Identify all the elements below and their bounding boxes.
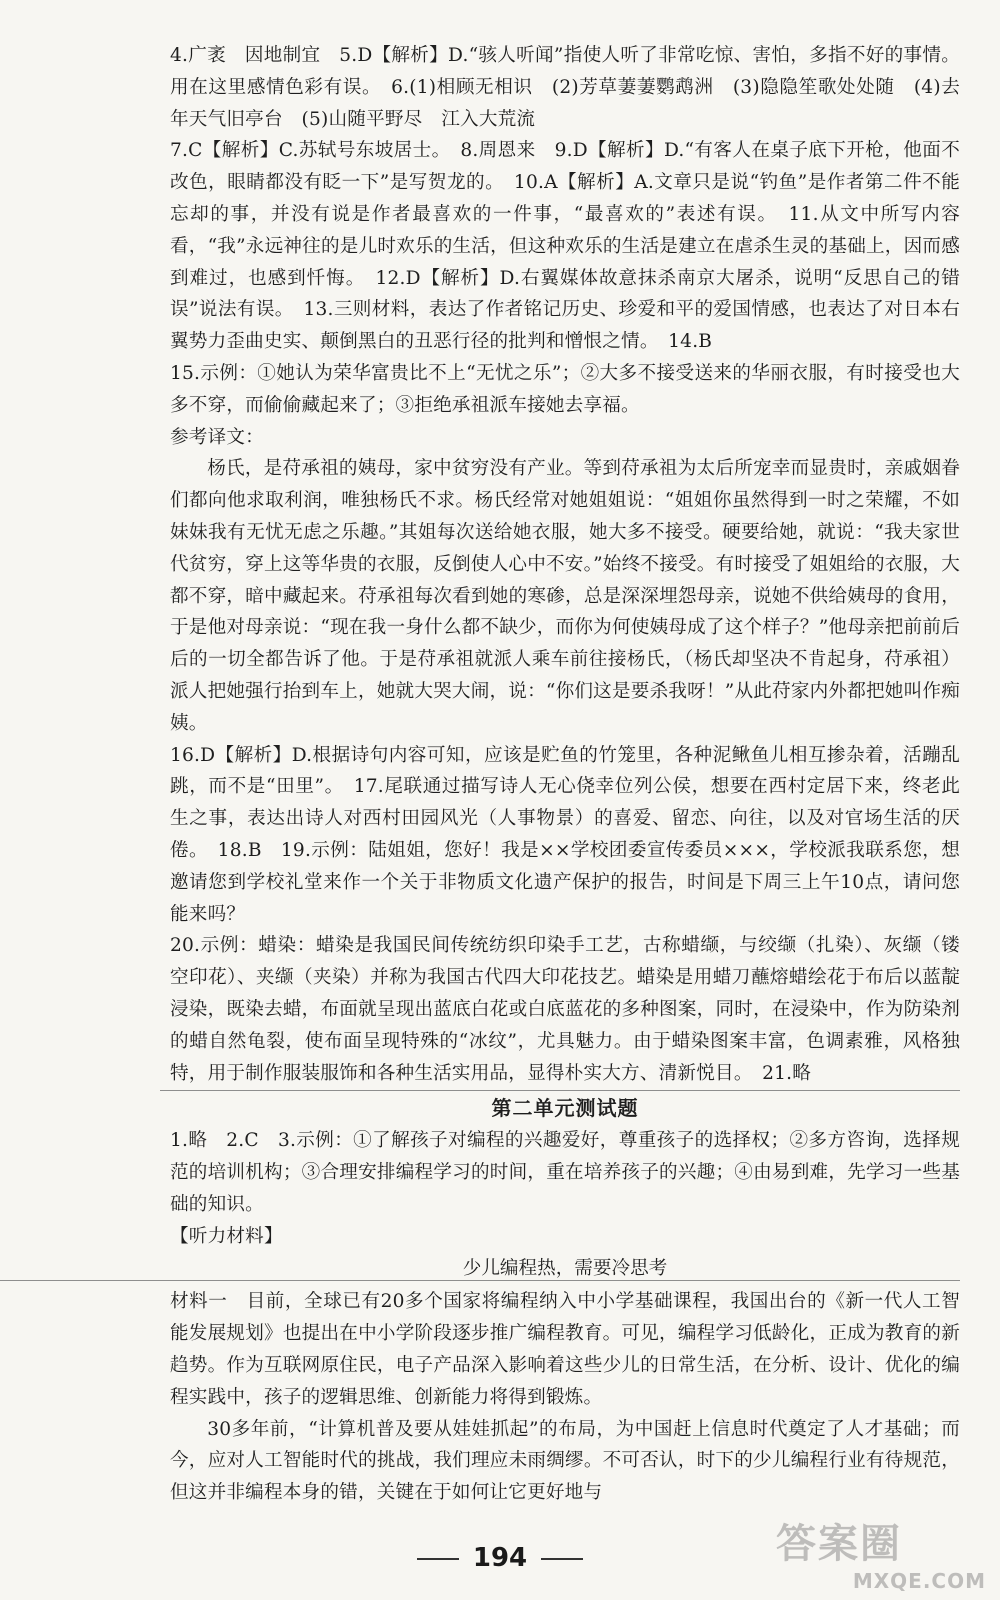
material-one: 材料一 目前，全球已有20多个国家将编程纳入中小学基础课程，我国出台的《新一代人工智能发展规划》也提出在中小学阶段逐步推广编程教育。可见，编程学习低龄化，正成为教育的新趋势。作为互联网原住民，电子产品深入影响着这些少儿的日常生活，在分析、设计、优化的编程实践中，孩子的逻辑思维、创新能力将得到锻炼。 [170, 1291, 960, 1408]
answer-15: 15.示例：①她认为荣华富贵比不上“无忧之乐”；②大多不接受送来的华丽衣服，有时接受也大多不穿，而偷偷藏起来了；③拒绝承祖派车接她去享福。 [170, 362, 960, 416]
translation-text: 杨氏，是苻承祖的姨母，家中贫穷没有产业。等到苻承祖为太后所宠幸而显贵时，亲戚姻眷们都向他求取利润，唯独杨氏不求。杨氏经常对她姐姐说：“姐姐你虽然得到一时之荣耀，不如妹妹我有无忧无虑之乐趣。”其姐每次送给她衣服，她大多不接受。硬要给她，就说：“我夫家世代贫穷，穿上这等华贵的衣服，反倒使人心中不安。”始终不接受。有时接受了姐姐给的衣服，大都不穿，暗中藏起来。苻承祖每次看到她的寒碜，总是深深埋怨母亲，说她不供给姨母的食用，于是他对母亲说：“现在我一身什么都不缺少，而你为何使姨母成了这个样子？”他母亲把前前后后的一切全都告诉了他。于是苻承祖就派人乘车前往接杨氏，（杨氏却坚决不肯起身，苻承祖）派人把她强行抬到车上，她就大哭大闹，说：“你们这是要杀我呀！”从此苻家内外都把她叫作痴姨。 [170, 458, 960, 734]
answers-20-21: 20.示例：蜡染：蜡染是我国民间传统纺织印染手工艺，古称蜡缬，与绞缬（扎染）、灰缬（镂空印花）、夹缬（夹染）并称为我国古代四大印花技艺。蜡染是用蜡刀蘸熔蜡绘花于布后以蓝靛浸染，既染去蜡，布面就呈现出蓝底白花或白底蓝花的多种图案，同时，在浸染中，作为防染剂的蜡自然龟裂，使布面呈现特殊的“冰纹”，尤具魅力。由于蜡染图案丰富，色调素雅，风格独特，用于制作服装服饰和各种生活实用品，显得朴实大方、清新悦目。 21.略 [170, 935, 960, 1084]
scan-line-1 [160, 1090, 960, 1091]
watermark-logo-text: 答案圈 [776, 1521, 902, 1567]
listening-label: 【听力材料】 [170, 1225, 283, 1247]
answers-4-6: 4.广袤 因地制宜 5.D【解析】D.“骇人听闻”指使人听了非常吃惊、害怕，多指不好的事情。用在这里感情色彩有误。 6.(1)相顾无相识 (2)芳草萋萋鹦鹉洲 (3)隐隐笙歌处处随 (4)去年天气旧亭台 (5)山随平野尽 江入大荒流 [170, 45, 960, 130]
watermark-url: MXQE.COM [852, 1569, 986, 1593]
answers-16-19: 16.D【解析】D.根据诗句内容可知，应该是贮鱼的竹笼里，各种泥鳅鱼儿相互掺杂着，活蹦乱跳，而不是“田里”。 17.尾联通过描写诗人无心侥幸位列公侯，想要在西村定居下来，终老此生之事，表达出诗人对西村田园风光（人事物景）的喜爱、留恋、向往，以及对官场生活的厌倦。 18.B 19.示例：陆姐姐，您好！我是××学校团委宣传委员×××，学校派我联系您，想邀请您到学校礼堂来作一个关于非物质文化遗产保护的报告，时间是下周三上午10点，请问您能来吗？ [170, 744, 960, 925]
answers-7-14: 7.C【解析】C.苏轼号东坡居士。 8.周恩来 9.D【解析】D.“有客人在桌子底下开枪，他面不改色，眼睛都没有眨一下”是写贺龙的。 10.A【解析】A.文章只是说“钓鱼”是作者第二件不能忘却的事，并没有说是作者最喜欢的一件事，“最喜欢的”表述有误。 11.从文中所写内容看，“我”永远神往的是儿时欢乐的生活，但这种欢乐的生活是建立在虐杀生灵的基础上，因而感到难过，也感到忏悔。 12.D【解析】D.右翼媒体故意抹杀南京大屠杀，说明“反思自己的错误”说法有误。 13.三则材料，表达了作者铭记历史、珍爱和平的爱国情感，也表达了对日本右翼势力歪曲史实、颠倒黑白的丑恶行径的批判和憎恨之情。 14.B [170, 140, 960, 353]
translation-label: 参考译文： [170, 426, 264, 448]
unit2-answers-1-3: 1.略 2.C 3.示例：①了解孩子对编程的兴趣爱好，尊重孩子的选择权；②多方咨询，选择规范的培训机构；③合理安排编程学习的时间，重在培养孩子的兴趣；④由易到难，先学习一些基础的知识。 [170, 1130, 960, 1215]
page-number-value: 194 [472, 1543, 528, 1573]
answer-page [170, 40, 960, 1509]
unit2-title: 第二单元测试题 [491, 1096, 639, 1121]
listening-title: 少儿编程热，需要冷思考 [462, 1258, 668, 1280]
page-number-dash-right [541, 1558, 583, 1560]
scan-line-2 [0, 1280, 960, 1281]
material-paragraph-2: 30多年前，“计算机普及要从娃娃抓起”的布局，为中国赶上信息时代奠定了人才基础；而今，应对人工智能时代的挑战，我们理应未雨绸缪。不可否认，时下的少儿编程行业有待规范，但这并非编程本身的错，关键在于如何让它更好地与 [170, 1418, 960, 1504]
page-number-dash-left [417, 1558, 459, 1560]
watermark-logo [776, 1512, 986, 1592]
